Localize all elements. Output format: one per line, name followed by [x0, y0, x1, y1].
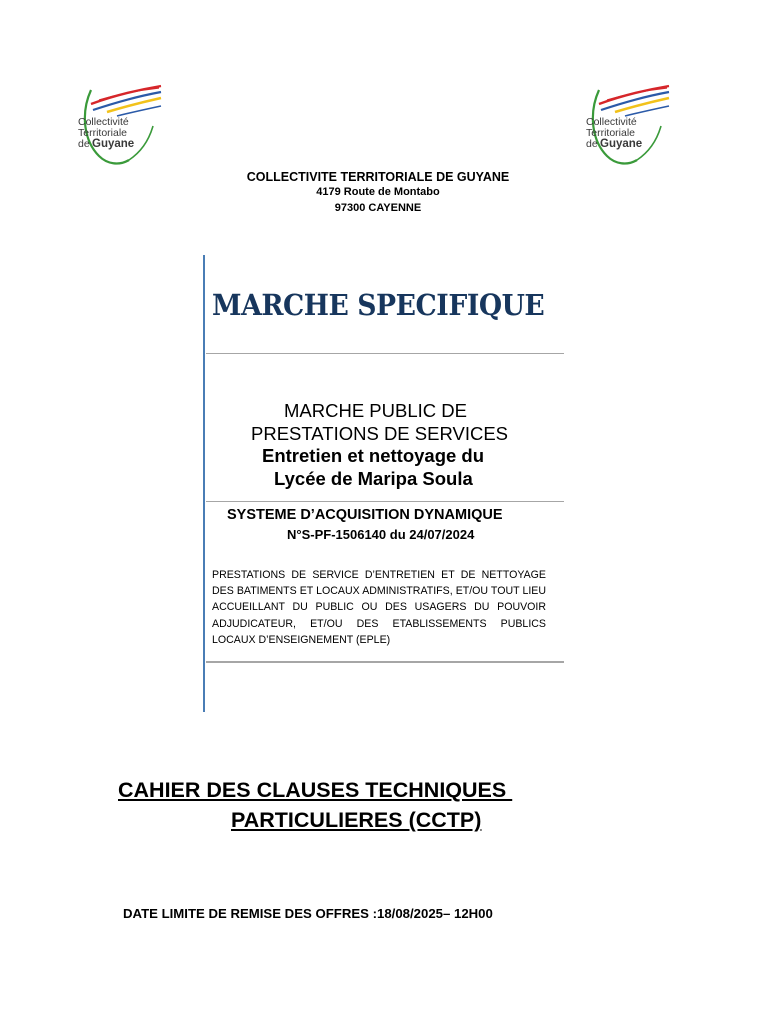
logo-text-line3-strong: Guyane — [600, 138, 643, 150]
logo-text-line3-prefix: de — [78, 138, 90, 150]
document-title-line2: PARTICULIERES (CCTP) — [231, 808, 482, 832]
logo-text-line3-strong: Guyane — [92, 138, 135, 150]
divider — [206, 661, 564, 663]
cover-accent-line — [203, 255, 205, 712]
logo-text-line1: Collectivité — [586, 116, 637, 128]
ctg-logo-icon — [585, 82, 671, 168]
divider — [206, 501, 564, 502]
ctg-logo-icon — [77, 82, 163, 168]
logo-text-line1: Collectivité — [78, 116, 129, 128]
service-description: PRESTATIONS DE SERVICE D’ENTRETIEN ET DE NETTOYAGE DES BATIMENTS ET LOCAUX ADMINISTRATIFS, ET/OU TOUT LIEU ACCUEILLANT DU PUBLIC OU DES USAGERS DU POUVOIR ADJUDICATEUR, ET/OU DES ETABLISSEMENTS PUBLICS LOCAUX D’ENSEIGNEMENT (EPLE) — [212, 569, 546, 646]
divider — [206, 353, 564, 354]
market-type-line2: PRESTATIONS DE SERVICES — [251, 423, 509, 444]
logo-text-line2: Territoriale — [586, 127, 636, 139]
cover-title: MARCHE SPECIFIQUE — [212, 288, 545, 322]
procedure-name: SYSTEME D’ACQUISITION DYNAMIQUE — [227, 507, 503, 523]
market-type-line1: MARCHE PUBLIC DE — [284, 400, 467, 421]
logo-left — [77, 82, 163, 168]
logo-text-line2: Territoriale — [78, 127, 128, 139]
submission-deadline: DATE LIMITE DE REMISE DES OFFRES :18/08/2025– 12H00 — [123, 906, 493, 921]
procedure-number: N°S-PF-1506140 du 24/07/2024 — [287, 527, 475, 542]
logo-text-line3-prefix: de — [586, 138, 598, 150]
address-street: 4179 Route de Montabo — [316, 186, 440, 198]
address-city: 97300 CAYENNE — [334, 202, 422, 214]
organization-name: COLLECTIVITE TERRITORIALE DE GUYANE — [246, 170, 510, 184]
logo-right — [585, 82, 671, 168]
market-object-line1: Entretien et nettoyage du — [262, 445, 485, 466]
document-title-line1: CAHIER DES CLAUSES TECHNIQUES — [118, 778, 513, 802]
market-object-line2: Lycée de Maripa Soula — [274, 468, 473, 489]
